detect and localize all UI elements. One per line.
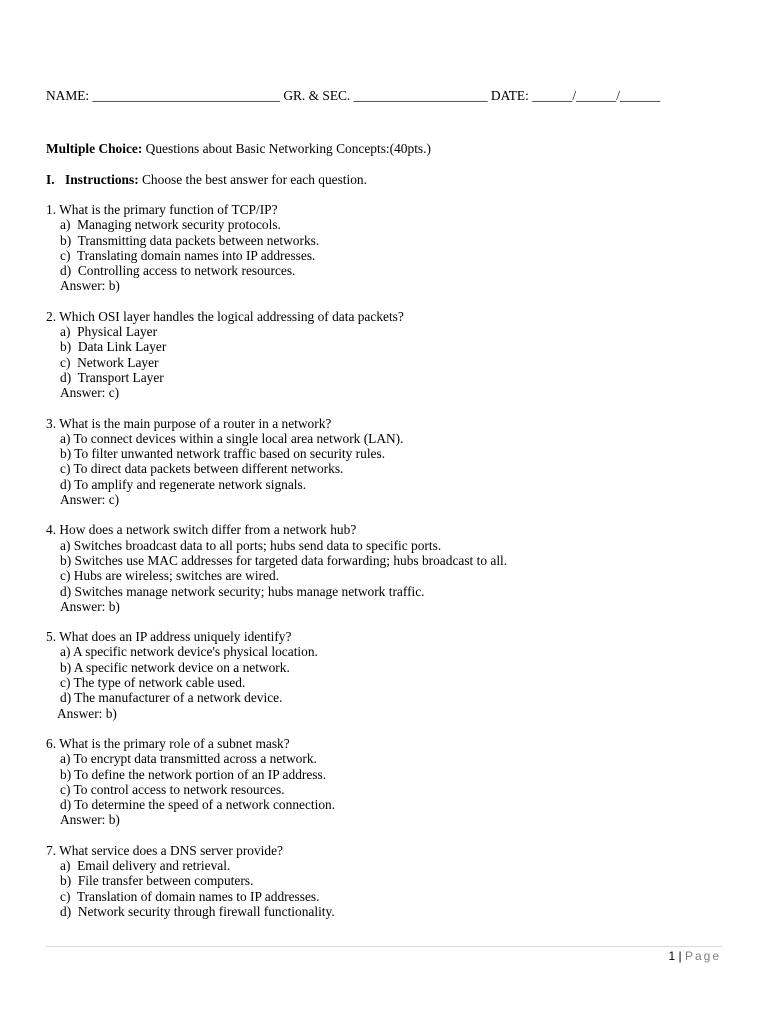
question-item xyxy=(46,416,736,508)
question-item xyxy=(46,309,736,401)
student-info-line xyxy=(46,88,660,104)
question-item xyxy=(46,736,736,828)
page-label: Page xyxy=(684,949,721,963)
date-blank: ______/______/______ xyxy=(532,88,661,103)
answer-choice: c) Hubs are wireless; switches are wired. xyxy=(60,568,280,584)
question-text: 4. How does a network switch differ from a network hub? xyxy=(46,522,357,538)
grade-section-label: GR. & SEC. xyxy=(279,88,354,103)
instructions-text: Choose the best answer for each question. xyxy=(138,172,367,187)
instructions-numeral: I. xyxy=(46,172,55,187)
question-item xyxy=(46,202,736,294)
answer-key: Answer: c) xyxy=(60,492,120,508)
answer-choice: c) Translating domain names into IP addresses. xyxy=(60,247,316,263)
answer-choice: d) The manufacturer of a network device. xyxy=(60,690,283,706)
question-item xyxy=(46,629,736,721)
answer-choice: c) Translation of domain names to IP addresses. xyxy=(60,888,320,904)
question-text: 2. Which OSI layer handles the logical addressing of data packets? xyxy=(46,308,404,324)
answer-choice: c) Network Layer xyxy=(60,354,159,370)
question-text: 1. What is the primary function of TCP/IP? xyxy=(46,202,278,217)
answer-key: Answer: b) xyxy=(60,278,120,294)
answer-choice: b) Transmitting data packets between networks. xyxy=(60,232,320,248)
answer-choice: a) A specific network device's physical location. xyxy=(60,644,318,660)
answer-key: Answer: b) xyxy=(60,598,120,614)
answer-choice: a) To encrypt data transmitted across a network. xyxy=(60,751,317,767)
question-list xyxy=(46,202,736,934)
name-label: NAME: xyxy=(46,88,93,103)
grade-section-blank: ____________________ xyxy=(353,88,488,103)
question-text: 7. What service does a DNS server provide? xyxy=(46,842,283,858)
answer-key: Answer: c) xyxy=(60,385,120,401)
answer-choice: a) Managing network security protocols. xyxy=(60,217,281,233)
answer-choice: b) File transfer between computers. xyxy=(60,873,254,889)
answer-choice: a) To connect devices within a single local area network (LAN). xyxy=(60,430,404,446)
answer-key: Answer: b) xyxy=(57,705,117,721)
date-label: DATE: xyxy=(487,88,533,103)
answer-choice: c) To control access to network resources. xyxy=(60,781,285,797)
answer-choice: c) The type of network cable used. xyxy=(60,675,246,691)
answer-choice: a) Physical Layer xyxy=(60,324,158,340)
answer-choice: d) Controlling access to network resources. xyxy=(60,263,296,279)
section-title xyxy=(46,141,431,157)
answer-choice: d) Switches manage network security; hubs manage network traffic. xyxy=(60,583,425,599)
section-title-bold: Multiple Choice: xyxy=(46,141,143,156)
answer-choice: a) Switches broadcast data to all ports; hubs send data to specific ports. xyxy=(60,537,442,553)
answer-choice: d) Transport Layer xyxy=(60,369,164,385)
footer-divider xyxy=(46,946,722,947)
page-footer xyxy=(668,948,721,964)
name-blank: ____________________________ xyxy=(92,88,280,103)
answer-choice: b) Data Link Layer xyxy=(60,339,167,355)
question-text: 3. What is the main purpose of a router in a network? xyxy=(46,415,332,431)
footer-separator: | xyxy=(675,949,685,963)
page-number: 1 xyxy=(668,949,676,963)
instructions-line xyxy=(46,172,367,188)
answer-choice: d) Network security through firewall functionality. xyxy=(60,903,335,919)
answer-choice: d) To determine the speed of a network connection. xyxy=(60,797,336,813)
answer-choice: c) To direct data packets between different networks. xyxy=(60,461,344,477)
answer-choice: b) Switches use MAC addresses for targeted data forwarding; hubs broadcast to all. xyxy=(60,552,508,568)
question-text: 5. What does an IP address uniquely identify? xyxy=(46,629,292,645)
question-item xyxy=(46,522,736,614)
question-text: 6. What is the primary role of a subnet mask? xyxy=(46,735,290,751)
answer-choice: b) A specific network device on a network. xyxy=(60,659,290,675)
answer-choice: b) To define the network portion of an IP address. xyxy=(60,766,327,782)
answer-choice: d) To amplify and regenerate network signals. xyxy=(60,476,307,492)
answer-choice: b) To filter unwanted network traffic based on security rules. xyxy=(60,446,386,462)
section-title-rest: Questions about Basic Networking Concepts:(40pts.) xyxy=(142,141,431,156)
instructions-label: Instructions: xyxy=(65,172,139,187)
answer-choice: a) Email delivery and retrieval. xyxy=(60,857,231,873)
question-item xyxy=(46,843,736,919)
answer-key: Answer: b) xyxy=(60,812,120,828)
